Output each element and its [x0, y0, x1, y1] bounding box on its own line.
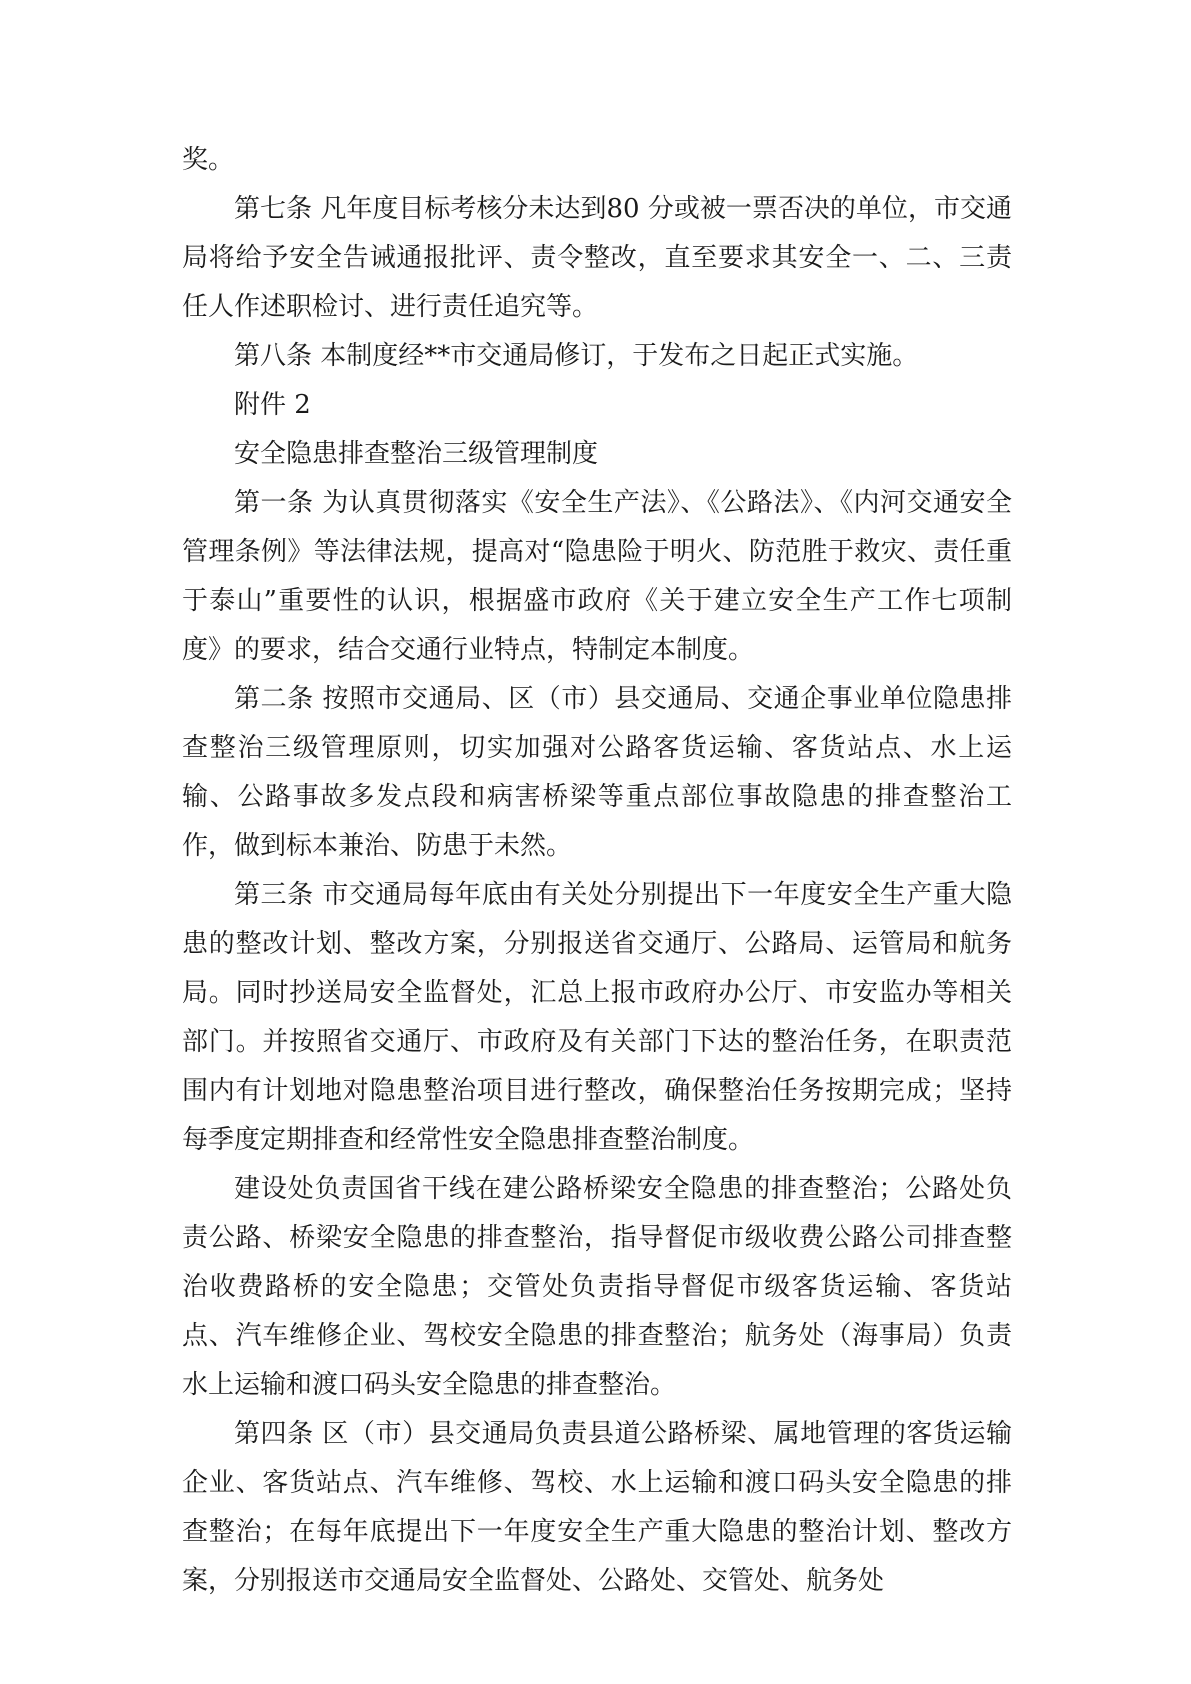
- paragraph-article-4: 第四条 区（市）县交通局负责县道公路桥梁、属地管理的客货运输企业、客货站点、汽车维修、驾校、水上运输和渡口码头安全隐患的排查整治；在每年底提出下一年度安全生产重大隐患的整治计划、整改方案，分别报送市交通局安全监督处、公路处、交管处、航务处: [182, 1419, 1012, 1596]
- paragraph-responsibilities: 建设处负责国省干线在建公路桥梁安全隐患的排查整治；公路处负责公路、桥梁安全隐患的排查整治，指导督促市级收费公路公司排查整治收费路桥的安全隐患；交管处负责指导督促市级客货运输、客货站点、汽车维修企业、驾校安全隐患的排查整治；航务处（海事局）负责水上运输和渡口码头安全隐患的排查整治。: [182, 1174, 1012, 1400]
- paragraph-article-1: 第一条 为认真贯彻落实《安全生产法》、《公路法》、《内河交通安全管理条例》等法律法规，提高对“隐患险于明火、防范胜于救灾、责任重于泰山”重要性的认识，根据盛市政府《关于建立安全生产工作七项制度》的要求，结合交通行业特点，特制定本制度。: [182, 488, 1012, 665]
- section-title: 安全隐患排查整治三级管理制度: [234, 439, 599, 469]
- paragraph-article-7: 第七条 凡年度目标考核分未达到80 分或被一票否决的单位，市交通局将给予安全告诫通报批评、责令整改，直至要求其安全一、二、三责任人作述职检讨、进行责任追究等。: [182, 194, 1012, 322]
- paragraph-continuation: 奖。: [182, 145, 235, 175]
- paragraph-article-8: 第八条 本制度经**市交通局修订，于发布之日起正式实施。: [234, 341, 919, 371]
- document-body: [182, 136, 1012, 1606]
- paragraph-article-2: 第二条 按照市交通局、区（市）县交通局、交通企事业单位隐患排查整治三级管理原则，切实加强对公路客货运输、客货站点、水上运输、公路事故多发点段和病害桥梁等重点部位事故隐患的排查整治工作，做到标本兼治、防患于未然。: [182, 684, 1012, 861]
- attachment-label: 附件 2: [234, 390, 311, 420]
- paragraph-article-3: 第三条 市交通局每年底由有关处分别提出下一年度安全生产重大隐患的整改计划、整改方案，分别报送省交通厅、公路局、运管局和航务局。同时抄送局安全监督处，汇总上报市政府办公厅、市安监办等相关部门。并按照省交通厅、市政府及有关部门下达的整治任务，在职责范围内有计划地对隐患整治项目进行整改，确保整治任务按期完成；坚持每季度定期排查和经常性安全隐患排查整治制度。: [182, 880, 1012, 1155]
